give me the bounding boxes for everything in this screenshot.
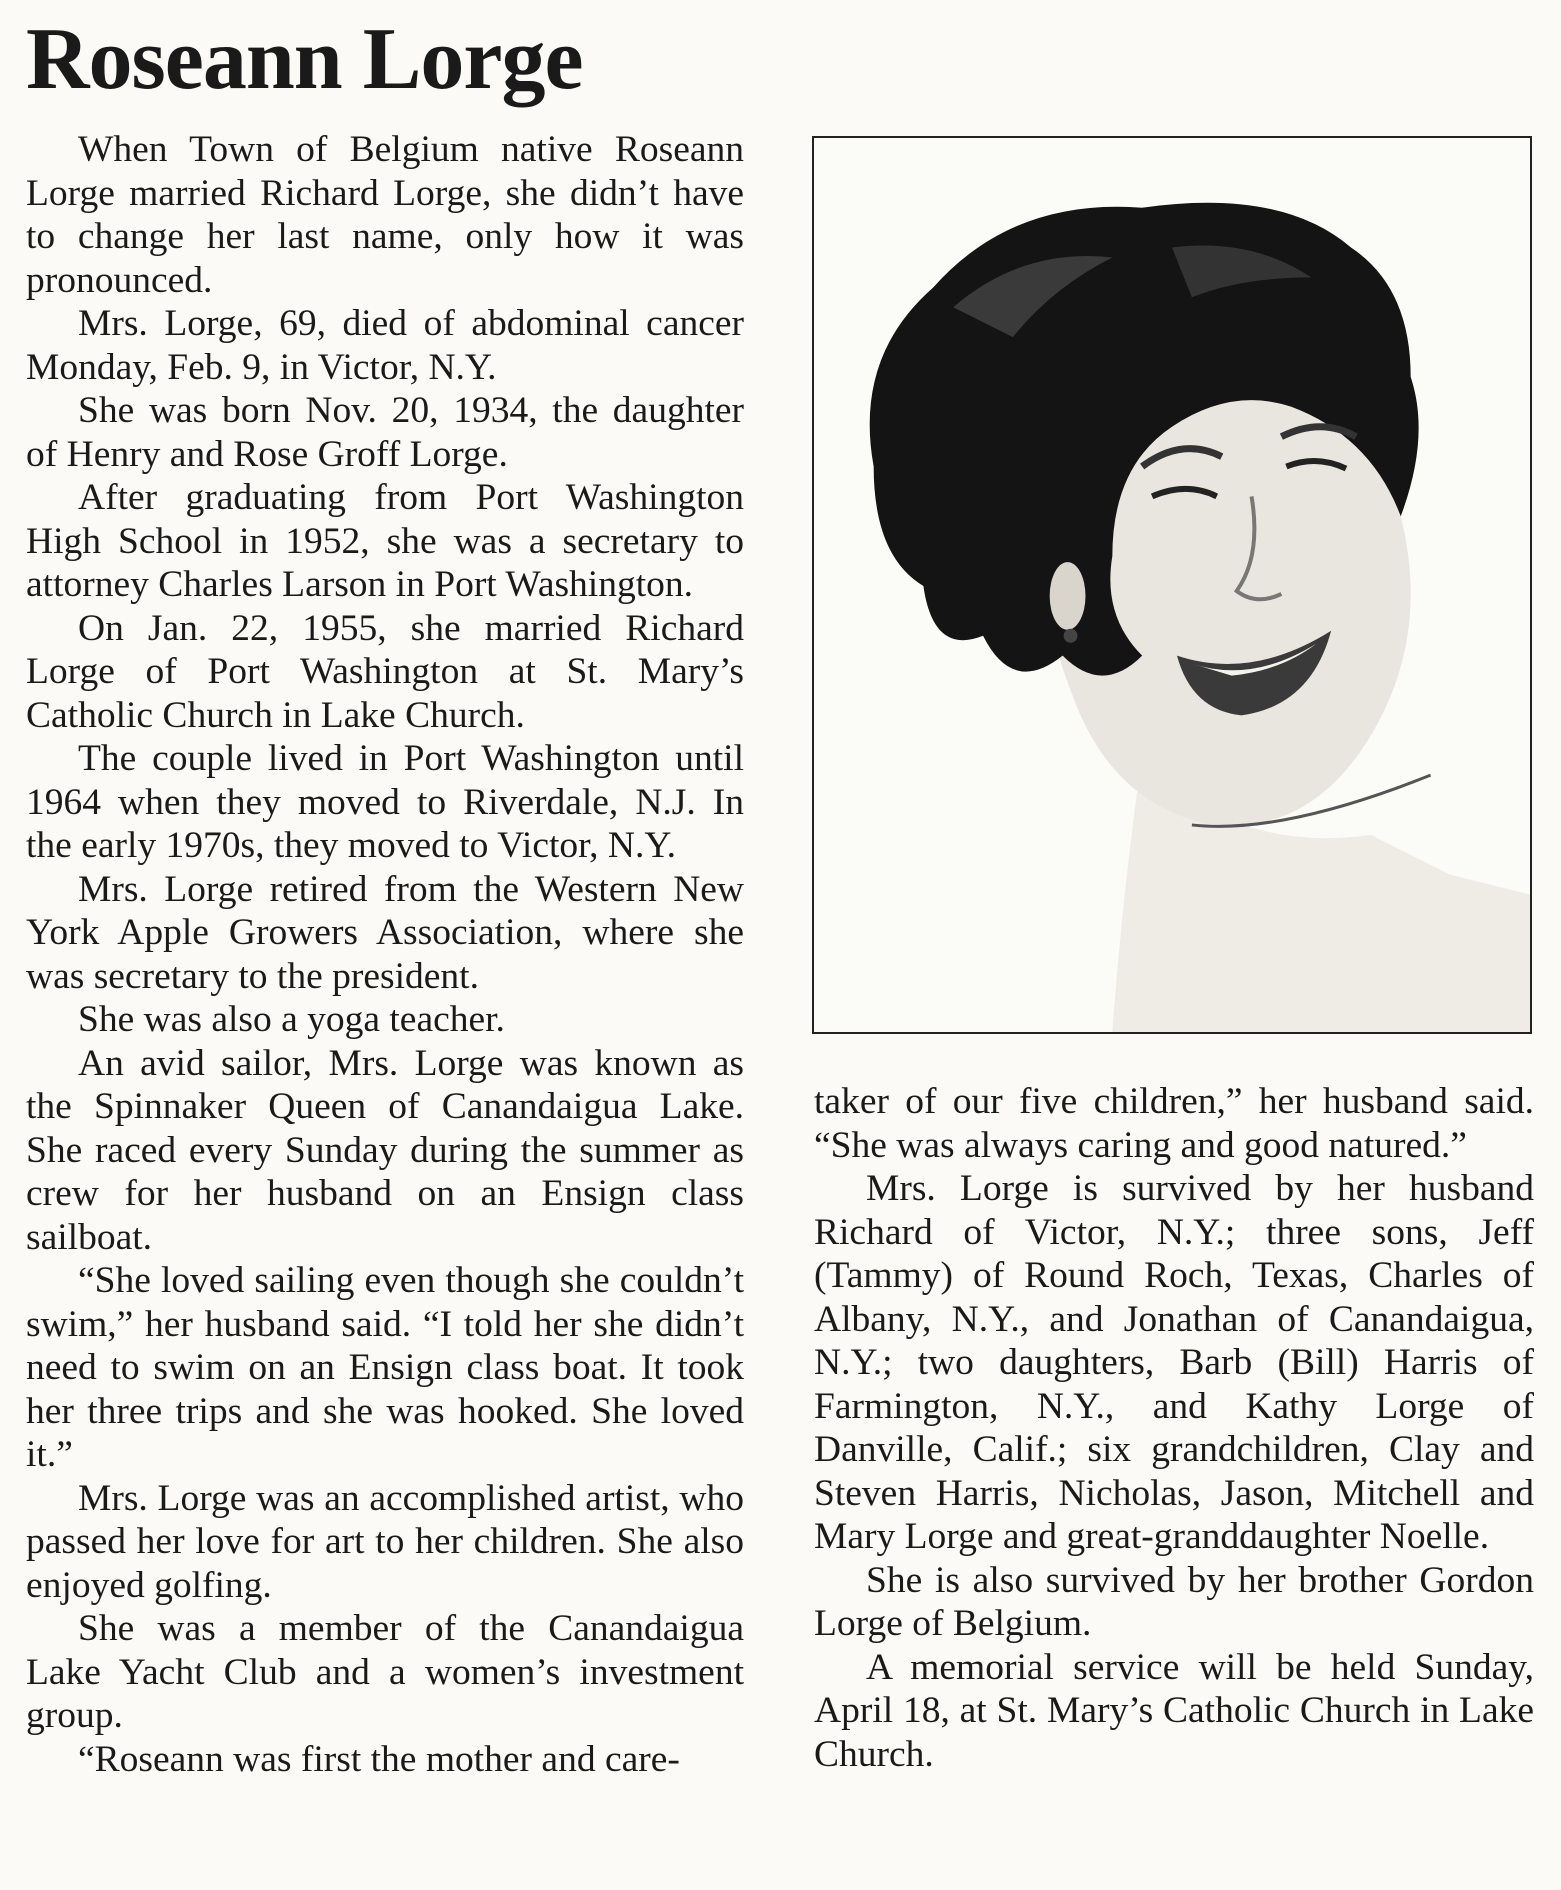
paragraph: Mrs. Lorge was an accomplished artist, who passed her love for art to her children. She also enjoyed golfing. [26,1477,744,1606]
portrait-photo [812,136,1532,1034]
paragraph: She was also a yoga teacher. [78,999,505,1040]
portrait-illustration [814,138,1530,1032]
paragraph: Mrs. Lorge is survived by her husband Richard of Victor, N.Y.; three sons, Jeff (Tammy) of Round Roch, Texas, Charles of Albany, N.Y., and Jonathan of Canandaigua, N.Y.; two daughters, Barb (Bill) Harris of Farmington, N.Y., and Kathy Lorge of Danville, Calif.; six grandchildren, Clay and Steven Harris, Nicholas, Jason, Mitchell and Mary Lorge and great-granddaughter Noelle. [814,1168,1534,1557]
paragraph: An avid sailor, Mrs. Lorge was known as the Spinnaker Queen of Canandaigua Lake. She raced every Sunday during the summer as crew for her husband on an Ensign class sailboat. [26,1042,744,1258]
paragraph: She was born Nov. 20, 1934, the daughter of Henry and Rose Groff Lorge. [26,390,744,475]
paragraph: After graduating from Port Washington High School in 1952, she was a secretary to attorney Charles Larson in Port Washington. [26,477,744,605]
paragraph: When Town of Belgium native Roseann Lorge married Richard Lorge, she didn’t have to change her last name, only how it was pronounced. [26,129,744,301]
headline: Roseann Lorge [26,11,583,108]
paragraph: Mrs. Lorge retired from the Western New York Apple Growers Association, where she was secretary to the president. [26,868,744,997]
paragraph: “She loved sailing even though she couldn’t swim,” her husband said. “I told her she didn’t need to swim on an Ensign class boat. It took her three trips and she was hooked. She loved it.” [26,1260,744,1475]
paragraph: “Roseann was first the mother and care- [78,1738,680,1780]
paragraph: The couple lived in Port Washington until 1964 when they moved to Riverdale, N.J. In the early 1970s, they moved to Victor, N.Y. [26,738,744,866]
paragraph: taker of our five children,” her husband said. “She was always caring and good natured.” [814,1081,1534,1166]
paragraph: Mrs. Lorge, 69, died of abdominal cancer Monday, Feb. 9, in Victor, N.Y. [26,303,744,388]
article-column-left [26,128,744,1781]
paragraph: She was a member of the Canandaigua Lake Yacht Club and a women’s investment group. [26,1608,744,1736]
article-column-right [814,1080,1534,1776]
paragraph: On Jan. 22, 1955, she married Richard Lorge of Port Washington at St. Mary’s Catholic Church in Lake Church. [26,607,744,736]
paragraph: She is also survived by her brother Gordon Lorge of Belgium. [814,1559,1534,1644]
paragraph: A memorial service will be held Sunday, April 18, at St. Mary’s Catholic Church in Lake Church. [814,1646,1534,1775]
